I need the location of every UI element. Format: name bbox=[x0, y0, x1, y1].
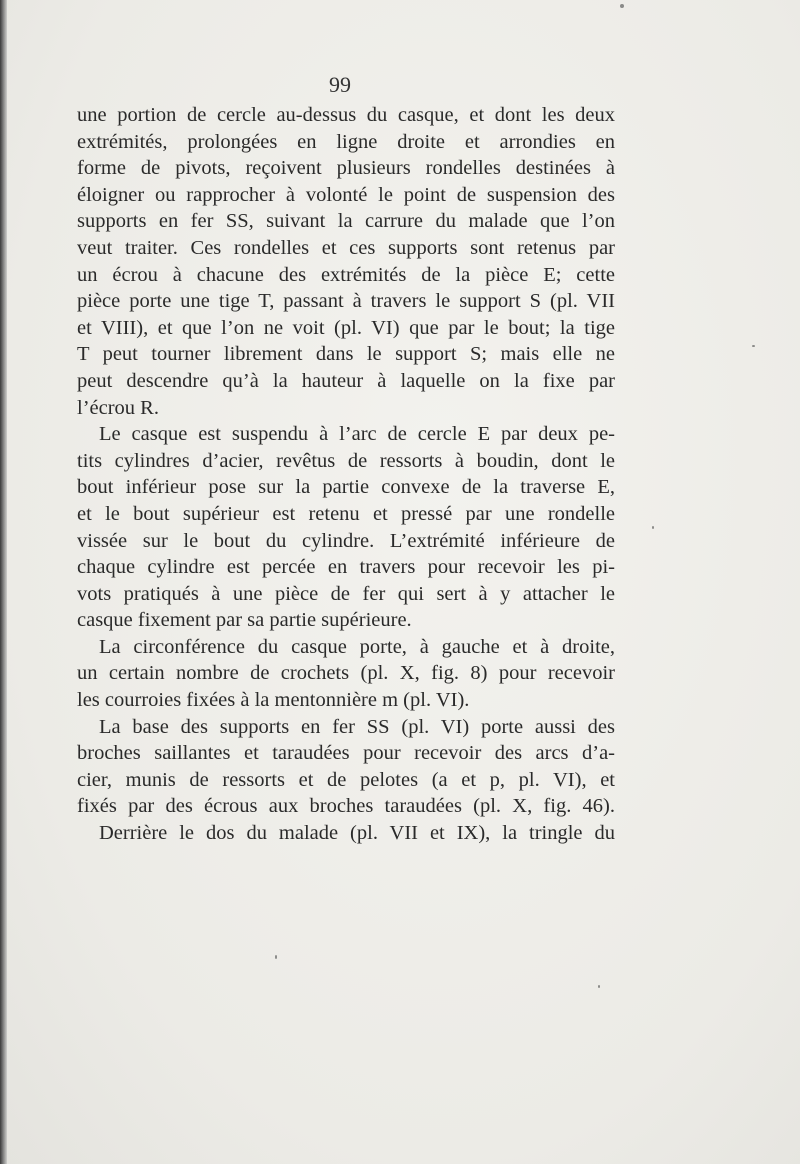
text-line: La base des supports en fer SS (pl. VI) porte aussi des bbox=[99, 715, 615, 738]
paper-speck bbox=[275, 955, 277, 959]
text-line: fixés par des écrous aux broches taraudées (pl. X, fig. 46). bbox=[77, 795, 615, 818]
paper-speck bbox=[652, 526, 654, 529]
text-line: peut descendre qu’à la hauteur à laquelle on la fixe par bbox=[77, 369, 615, 392]
text-line: veut traiter. Ces rondelles et ces supports sont retenus par bbox=[77, 236, 615, 259]
text-line: bout inférieur pose sur la partie convexe de la traverse E, bbox=[77, 476, 615, 499]
text-line: les courroies fixées à la mentonnière m (pl. VI). bbox=[77, 689, 470, 712]
page-edge-shadow bbox=[0, 0, 7, 1164]
text-line: Le casque est suspendu à l’arc de cercle E par deux pe- bbox=[99, 423, 615, 446]
text-line: supports en fer SS, suivant la carrure du malade que l’on bbox=[77, 210, 615, 233]
text-line: l’écrou R. bbox=[77, 396, 159, 419]
page-number: 99 bbox=[329, 72, 351, 97]
text-line: forme de pivots, reçoivent plusieurs rondelles destinées à bbox=[77, 157, 615, 180]
text-line: broches saillantes et taraudées pour recevoir des arcs d’a- bbox=[77, 742, 615, 765]
text-line: une portion de cercle au-dessus du casque, et dont les deux bbox=[77, 104, 615, 126]
text-line: T peut tourner librement dans le support S; mais elle ne bbox=[77, 343, 615, 366]
text-line: vissée sur le bout du cylindre. L’extrémité inférieure de bbox=[77, 529, 615, 552]
paper-speck bbox=[620, 4, 624, 8]
text-line: pièce porte une tige T, passant à travers le support S (pl. VII bbox=[77, 290, 615, 313]
text-line: un certain nombre de crochets (pl. X, fig. 8) pour recevoir bbox=[77, 662, 615, 685]
text-line: et le bout supérieur est retenu et pressé par une rondelle bbox=[77, 502, 615, 525]
text-line: La circonférence du casque porte, à gauche et à droite, bbox=[99, 635, 615, 658]
text-line: éloigner ou rapprocher à volonté le point de suspension des bbox=[77, 183, 615, 206]
text-line: cier, munis de ressorts et de pelotes (a et p, pl. VI), et bbox=[77, 768, 615, 791]
paper-speck bbox=[598, 985, 600, 988]
text-line: Derrière le dos du malade (pl. VII et IX), la tringle du bbox=[99, 822, 615, 845]
text-line: tits cylindres d’acier, revêtus de ressorts à boudin, dont le bbox=[77, 449, 615, 472]
text-line: un écrou à chacune des extrémités de la pièce E; cette bbox=[77, 263, 615, 286]
text-line: chaque cylindre est percée en travers pour recevoir les pi- bbox=[77, 556, 615, 579]
body-text bbox=[77, 102, 615, 847]
text-line: extrémités, prolongées en ligne droite et arrondies en bbox=[77, 130, 615, 153]
text-line: casque fixement par sa partie supérieure. bbox=[77, 609, 412, 632]
text-line: et VIII), et que l’on ne voit (pl. VI) que par le bout; la tige bbox=[77, 316, 615, 339]
paper-speck bbox=[752, 345, 755, 347]
text-line: vots pratiqués à une pièce de fer qui sert à y attacher le bbox=[77, 582, 615, 605]
